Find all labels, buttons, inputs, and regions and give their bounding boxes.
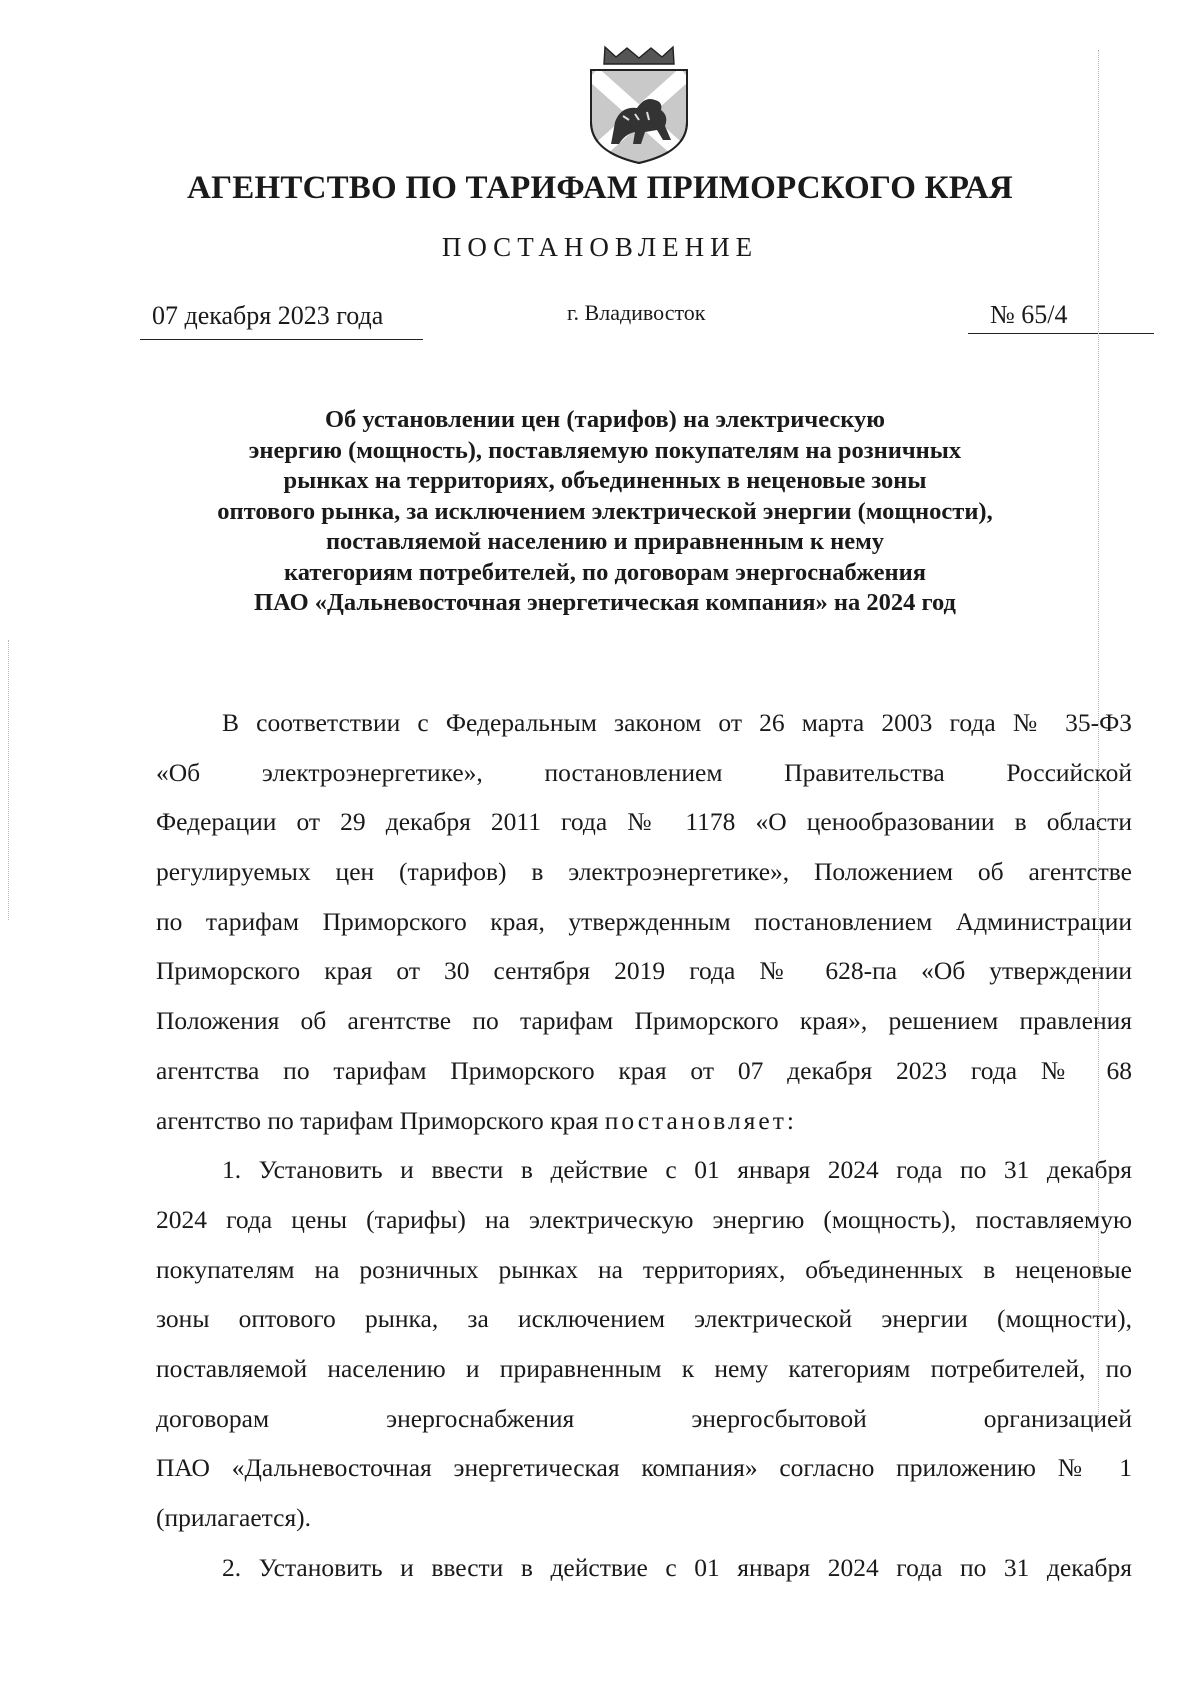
body-line: Федерации от 29 декабря 2011 года № 1178 «О ценообразовании в области [156,807,1132,837]
title-line: оптового рынка, за исключением электрической энергии (мощности), [217,497,993,525]
body-line: покупателям на розничных рынках на территориях, объединенных в неценовые [156,1254,1132,1284]
body-line: В соответствии с Федеральным законом от 26 марта 2003 года № 35-ФЗ [222,708,1132,737]
document-number: № 65/4 [990,300,1068,329]
agency-title: АГЕНТСТВО ПО ТАРИФАМ ПРИМОРСКОГО КРАЯ [187,170,1013,206]
document-title [150,405,1060,619]
body-line: «Об электроэнергетике», постановлением Правительства Российской [156,757,1132,787]
title-line: поставляемой населению и приравненным к нему [325,528,885,555]
coat-of-arms-icon [585,44,693,166]
title-line: Об установлении цен (тарифов) на электрическую [324,406,886,433]
body-line: 2. Установить и ввести в действие с 01 января 2024 года по 31 декабря [222,1552,1132,1582]
document-type: ПОСТАНОВЛЕНИЕ [441,232,759,262]
document-body [156,698,1132,1592]
body-line [156,1096,1132,1146]
resolves-keyword: постановляет: [604,1105,797,1135]
body-line: агентства по тарифам Приморского края от 07 декабря 2023 года № 68 [156,1055,1132,1085]
number-underline [968,333,1154,334]
document-city: г. Владивосток [567,300,706,325]
body-line: договорам энергоснабжения энергосбытовой организацией [156,1403,1132,1433]
body-line: регулируемых цен (тарифов) в электроэнергетике», Положением об агентстве [156,857,1132,887]
body-line: 2024 года цены (тарифы) на электрическую энергию (мощность), поставляемую [156,1204,1132,1234]
date-underline [140,339,423,340]
body-line: Приморского края от 30 сентября 2019 года № 628-па «Об утверждении [156,956,1132,986]
scan-artifact-line [8,640,9,920]
body-line: зоны оптового рынка, за исключением электрической энергии (мощности), [156,1304,1132,1334]
body-line: поставляемой населению и приравненным к нему категориям потребителей, по [156,1353,1132,1383]
title-line: ПАО «Дальневосточная энергетическая компания» на 2024 год [254,589,956,616]
body-line: ПАО «Дальневосточная энергетическая компания» согласно приложению № 1 [156,1453,1132,1483]
body-line: Положения об агентстве по тарифам Приморского края», решением правления [156,1006,1132,1036]
title-line: рынках на территориях, объединенных в неценовые зоны [283,467,927,494]
scan-artifact-line [1098,50,1099,1430]
title-line: энергию (мощность), поставляемую покупателям на розничных [248,436,962,464]
title-line: категориям потребителей, по договорам энергоснабжения [284,558,926,586]
body-line: по тарифам Приморского края, утвержденным постановлением Администрации [156,906,1132,936]
document-date: 07 декабря 2023 года [152,301,384,330]
body-line: (прилагается). [156,1503,312,1532]
body-line: 1. Установить и ввести в действие с 01 января 2024 года по 31 декабря [222,1155,1132,1185]
body-text: агентство по тарифам Приморского края [156,1105,599,1135]
